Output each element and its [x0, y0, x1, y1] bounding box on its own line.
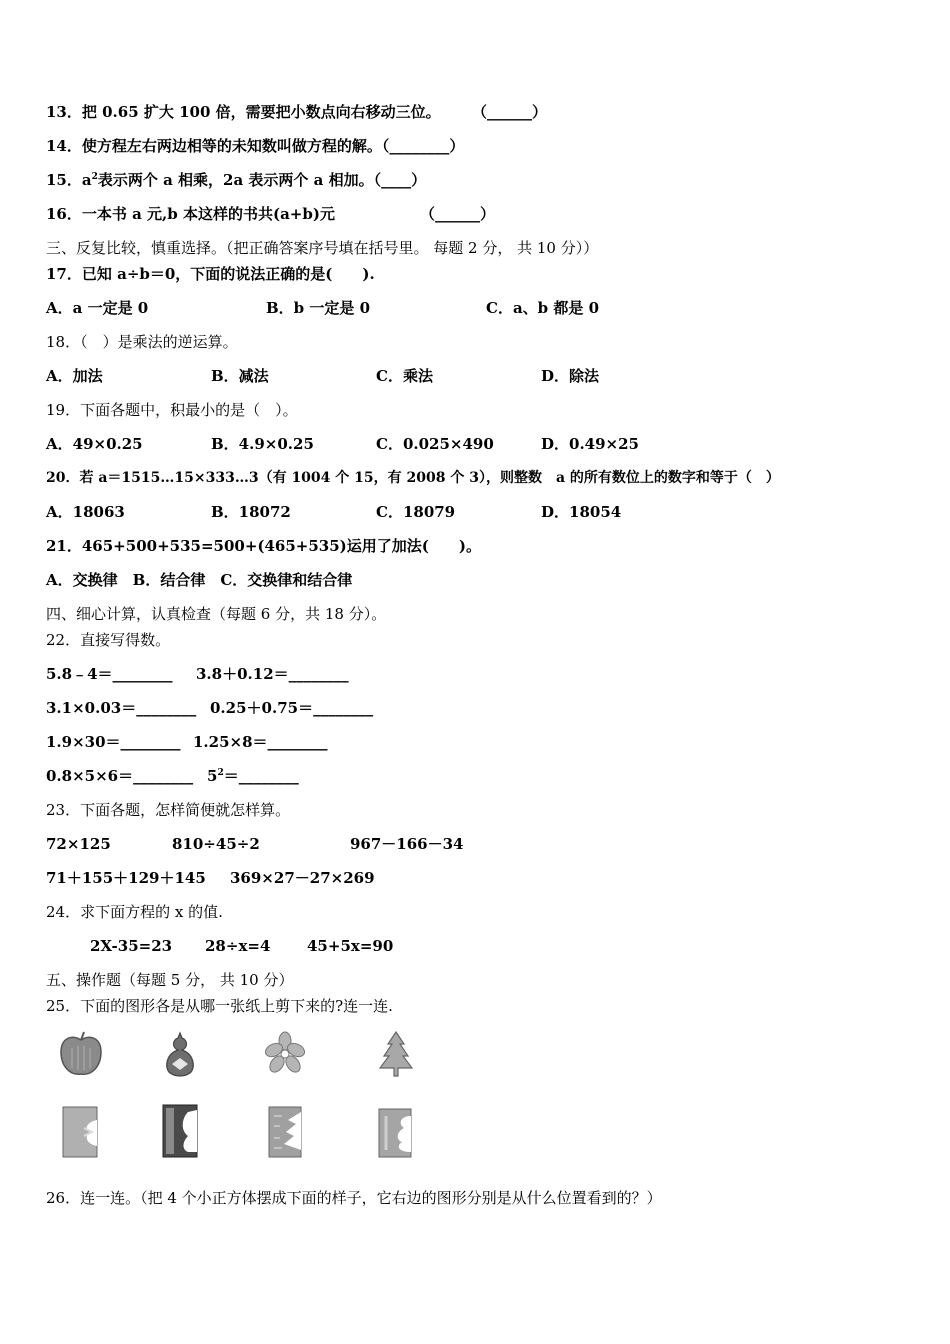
section-5-heading: 五、操作题（每题 5 分， 共 10 分） — [46, 971, 294, 989]
q17-option-b: B．b 一定是 0 — [266, 299, 371, 317]
q18-option-c: C．乘法 — [376, 367, 433, 385]
question-24: 24．求下面方程的 x 的值. — [46, 903, 223, 921]
tree-shape-icon — [376, 1030, 416, 1078]
q19-option-b: B．4.9×0.25 — [211, 435, 314, 453]
question-26: 26．连一连。（把 4 个小正方体摆成下面的样子，它右边的图形分别是从什么位置看到的？） — [46, 1189, 662, 1207]
q17-option-c: C．a、b 都是 0 — [486, 299, 600, 317]
paper-sheet-4-icon — [378, 1108, 412, 1158]
question-13-blank: （______） — [472, 103, 548, 121]
question-20: 20．若 a＝1515…15×333…3（有 1004 个 15，有 2008 个 3），则整数 a 的所有数位上的数字和等于（ ） — [46, 470, 780, 486]
q19-option-d: D．0.49×25 — [541, 435, 639, 453]
section-4-heading: 四、细心计算，认真检查（每题 6 分，共 18 分）。 — [46, 605, 387, 623]
q24-equation-2: 28÷x=4 — [205, 937, 271, 955]
question-17: 17．已知 a÷b＝0，下面的说法正确的是( ). — [46, 265, 375, 283]
q18-option-a: A．加法 — [46, 367, 103, 385]
q17-option-a: A．a 一定是 0 — [46, 299, 149, 317]
q21-options: A．交换律 B．结合律 C．交换律和结合律 — [46, 571, 353, 589]
q22-item-2: 3.8＋0.12＝________ — [196, 665, 349, 683]
question-18: 18．（ ）是乘法的逆运算。 — [46, 333, 238, 351]
q22-item-7: 0.8×5×6＝________ — [46, 767, 194, 785]
q22-item-4: 0.25＋0.75＝________ — [210, 699, 374, 717]
question-16-blank: （______） — [420, 205, 496, 223]
paper-sheet-2-icon — [162, 1104, 198, 1158]
q24-equation-1: 2X-35=23 — [90, 937, 173, 955]
q22-item-5: 1.9×30＝________ — [46, 733, 181, 751]
question-14: 14．使方程左右两边相等的未知数叫做方程的解。（________） — [46, 137, 465, 155]
q22-item-8: $5^2=\_\_\_\_\_\_\_\_$ — [207, 767, 299, 785]
question-15: 15．$a^2$表示两个 a 相乘，2a 表示两个 a 相加。（____） — [46, 171, 427, 189]
q20-option-c: C．18079 — [376, 503, 456, 521]
question-22: 22．直接写得数。 — [46, 631, 171, 649]
q19-option-a: A．49×0.25 — [46, 435, 143, 453]
paper-sheet-1-icon — [62, 1106, 98, 1158]
apple-shape-icon — [58, 1030, 104, 1078]
q23-item-2: 810÷45÷2 — [172, 835, 260, 853]
q18-option-d: D．除法 — [541, 367, 600, 385]
q22-item-1: 5.8﹣4＝________ — [46, 665, 173, 683]
question-19: 19．下面各题中，积最小的是（ ）。 — [46, 401, 298, 419]
q23-item-3: 967－166－34 — [350, 835, 464, 853]
q20-option-b: B．18072 — [211, 503, 291, 521]
question-25: 25．下面的图形各是从哪一张纸上剪下来的?连一连. — [46, 997, 393, 1015]
q20-option-d: D．18054 — [541, 503, 622, 521]
q20-option-a: A．18063 — [46, 503, 125, 521]
question-13: 13．把 0.65 扩大 100 倍，需要把小数点向右移动三位。 — [46, 103, 441, 121]
q18-option-b: B．减法 — [211, 367, 269, 385]
paper-sheet-3-icon — [268, 1106, 302, 1158]
flower-shape-icon — [262, 1030, 308, 1076]
question-21: 21．465+500+535=500+(465+535)运用了加法( )。 — [46, 537, 481, 555]
q24-equation-3: 45+5x=90 — [307, 937, 394, 955]
section-3-heading: 三、反复比较，慎重选择。（把正确答案序号填在括号里。 每题 2 分， 共 10 分）） — [46, 239, 599, 257]
question-16: 16．一本书 a 元,b 本这样的书共(a+b)元 — [46, 205, 335, 223]
q23-item-5: 369×27－27×269 — [230, 869, 375, 887]
q22-item-3: 3.1×0.03＝________ — [46, 699, 197, 717]
q23-item-1: 72×125 — [46, 835, 111, 853]
q19-option-c: C．0.025×490 — [376, 435, 494, 453]
q23-item-4: 71＋155＋129＋145 — [46, 869, 206, 887]
q22-item-6: 1.25×8＝________ — [193, 733, 328, 751]
gourd-shape-icon — [160, 1030, 200, 1078]
question-23: 23．下面各题，怎样简便就怎样算。 — [46, 801, 291, 819]
